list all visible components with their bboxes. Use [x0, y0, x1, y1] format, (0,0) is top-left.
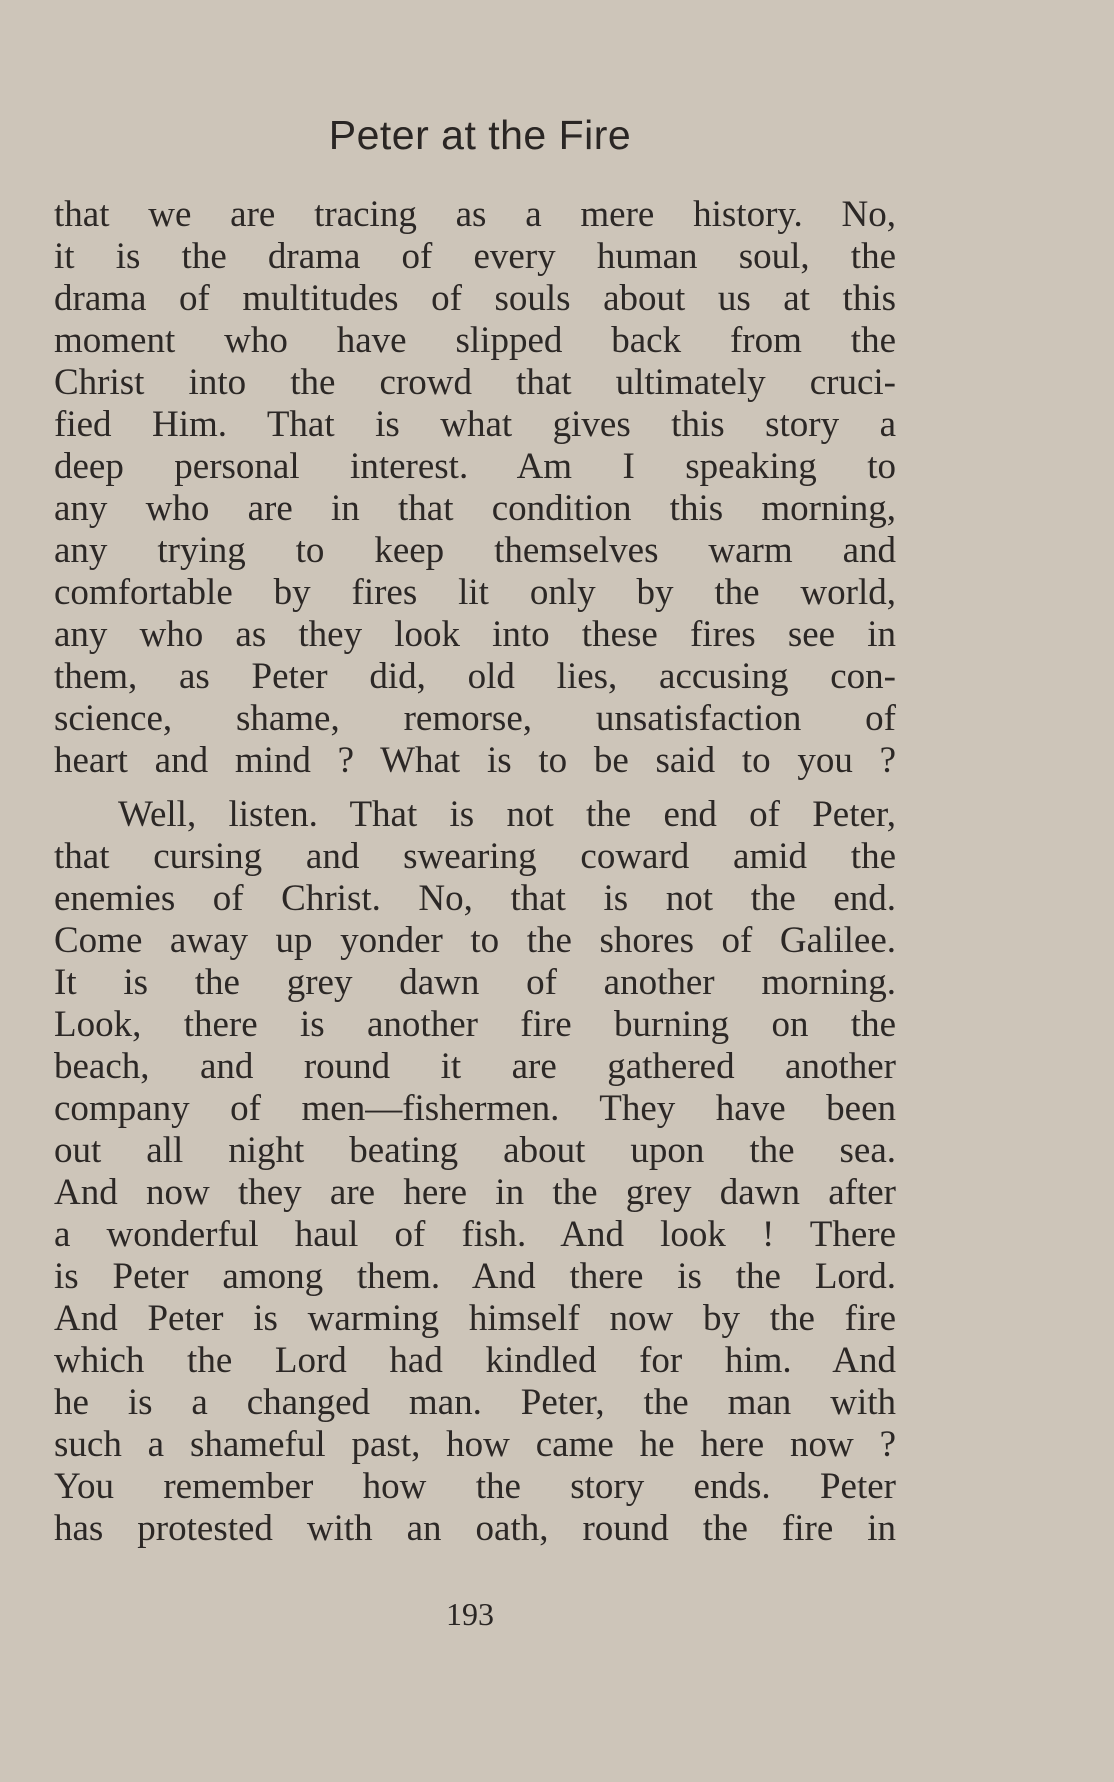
text-line: And Peter is warming himself now by the fire: [54, 1298, 896, 1339]
text-line: that we are tracing as a mere history. No,: [54, 194, 896, 235]
text-line: any who as they look into these fires see in: [54, 614, 896, 655]
text-line: he is a changed man. Peter, the man with: [54, 1382, 896, 1423]
text-line: enemies of Christ. No, that is not the end.: [54, 878, 896, 919]
text-line: Look, there is another fire burning on the: [54, 1004, 896, 1045]
text-line: Well, listen. That is not the end of Peter,: [118, 794, 896, 835]
text-line: out all night beating about upon the sea.: [54, 1130, 896, 1171]
text-line: comfortable by fires lit only by the world,: [54, 572, 896, 613]
text-line: moment who have slipped back from the: [54, 320, 896, 361]
body-text: [54, 194, 896, 1550]
text-line: any who are in that condition this morning,: [54, 488, 896, 529]
text-line: heart and mind ? What is to be said to you ?: [54, 740, 896, 781]
text-line: it is the drama of every human soul, the: [54, 236, 896, 277]
text-line: any trying to keep themselves warm and: [54, 530, 896, 571]
text-line: It is the grey dawn of another morning.: [54, 962, 896, 1003]
paragraph-spacer: [54, 782, 896, 794]
text-line: such a shameful past, how came he here now ?: [54, 1424, 896, 1465]
text-line: company of men—fishermen. They have been: [54, 1088, 896, 1129]
text-line: science, shame, remorse, unsatisfaction of: [54, 698, 896, 739]
text-line: has protested with an oath, round the fire in: [54, 1508, 896, 1549]
text-line: fied Him. That is what gives this story a: [54, 404, 896, 445]
text-line: Come away up yonder to the shores of Galilee.: [54, 920, 896, 961]
running-head: Peter at the Fire: [328, 112, 632, 158]
text-line: drama of multitudes of souls about us at this: [54, 278, 896, 319]
text-line: beach, and round it are gathered another: [54, 1046, 896, 1087]
text-line: deep personal interest. Am I speaking to: [54, 446, 896, 487]
text-line: them, as Peter did, old lies, accusing con-: [54, 656, 896, 697]
text-line: a wonderful haul of fish. And look ! There: [54, 1214, 896, 1255]
text-line: Christ into the crowd that ultimately cruci-: [54, 362, 896, 403]
text-line: is Peter among them. And there is the Lord.: [54, 1256, 896, 1297]
text-line: You remember how the story ends. Peter: [54, 1466, 896, 1507]
text-line: And now they are here in the grey dawn after: [54, 1172, 896, 1213]
text-line: that cursing and swearing coward amid the: [54, 836, 896, 877]
paragraph-2: [54, 794, 896, 1550]
page-number: 193: [446, 1596, 494, 1632]
paragraph-1: [54, 194, 896, 782]
text-line: which the Lord had kindled for him. And: [54, 1340, 896, 1381]
